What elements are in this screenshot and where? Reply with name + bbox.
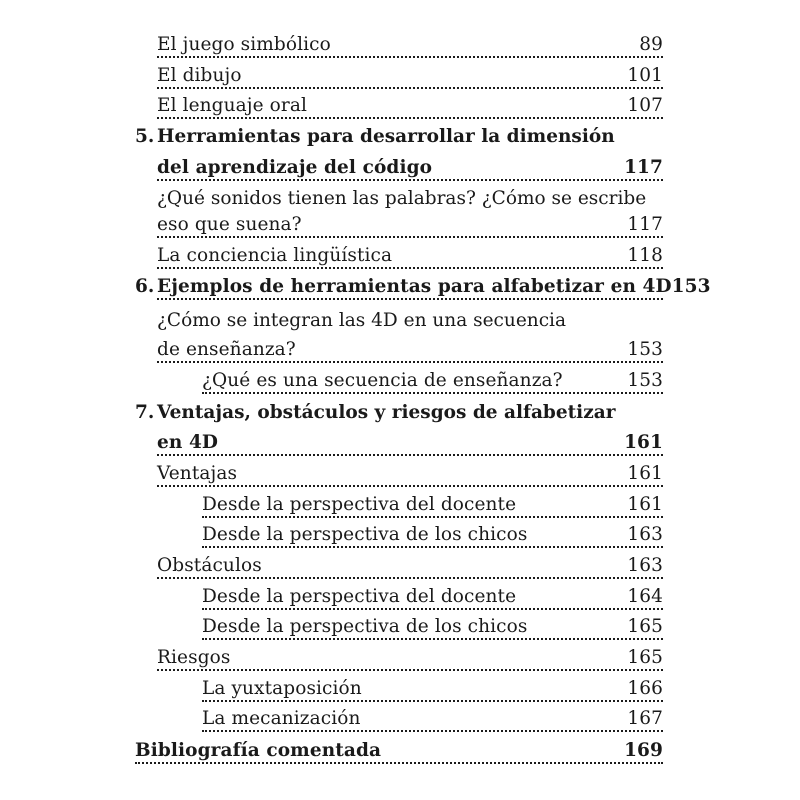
chapter-number: 5. [135,126,155,147]
toc-entry-title: del aprendizaje del código [157,157,433,178]
toc-entry-title: eso que suena? [157,214,302,235]
toc-entry[interactable] [157,214,663,238]
toc-entry-page: 161 [624,432,663,453]
toc-chapter-entry[interactable] [157,157,663,181]
toc-entry-page: 161 [627,463,663,484]
toc-entry-title: en 4D [157,432,219,453]
toc-entry-title: Desde la perspectiva de los chicos [202,616,528,637]
toc-entry-title: La conciencia lingüística [157,245,393,266]
toc-subentry[interactable] [202,494,663,518]
toc-entry-title: de enseñanza? [157,339,296,360]
toc-entry-title: Riesgos [157,647,231,668]
toc-chapter-entry[interactable] [157,432,663,456]
toc-entry-title: El lenguaje oral [157,95,307,116]
toc-entry-title: La mecanización [202,708,361,729]
toc-entry-title: Desde la perspectiva de los chicos [202,524,528,545]
toc-entry-title-line: ¿Qué sonidos tienen las palabras? ¿Cómo se escribe [157,188,647,209]
toc-entry-page: 89 [639,34,663,55]
chapter-title-line: Herramientas para desarrollar la dimensión [157,126,615,147]
toc-entry-title: Desde la perspectiva del docente [202,586,517,607]
toc-entry-page: 164 [627,586,663,607]
toc-entry-title: El juego simbólico [157,34,331,55]
toc-entry[interactable] [157,463,663,487]
toc-entry-page: 165 [627,647,663,668]
toc-subentry[interactable] [202,678,663,702]
toc-entry[interactable] [157,339,663,363]
toc-entry-page: 166 [627,678,663,699]
toc-entry-page: 161 [627,494,663,515]
toc-entry-page: 117 [624,157,663,178]
chapter-number: 7. [135,402,155,423]
toc-subentry[interactable] [202,586,663,610]
toc-entry-page: 117 [627,214,663,235]
toc-entry-page: 163 [627,524,663,545]
toc-subentry[interactable] [202,370,663,394]
toc-subentry[interactable] [202,524,663,548]
toc-entry-page: 118 [627,245,663,266]
toc-entry[interactable] [157,555,663,579]
toc-entry[interactable] [157,34,663,58]
chapter-title-line: Ventajas, obstáculos y riesgos de alfabetizar [157,402,616,423]
toc-entry-page: 101 [627,65,663,86]
toc-entry-title: Obstáculos [157,555,262,576]
toc-chapter-entry[interactable] [135,740,663,764]
toc-entry-page: 169 [624,740,663,761]
toc-entry-title: ¿Qué es una secuencia de enseñanza? [202,370,563,391]
toc-entry[interactable] [157,647,663,671]
toc-entry-page: 153 [627,339,663,360]
toc-entry-page: 153 [627,370,663,391]
toc-entry-page: 153 [671,276,711,297]
toc-subentry[interactable] [202,708,663,732]
toc-entry-title: Desde la perspectiva del docente [202,494,517,515]
toc-entry-page: 107 [627,95,663,116]
toc-entry[interactable] [157,245,663,269]
toc-entry[interactable] [157,65,663,89]
toc-entry-title: Ventajas [157,463,238,484]
toc-entry-page: 163 [627,555,663,576]
toc-entry-title: Bibliografía comentada [135,740,382,761]
toc-entry-page: 167 [627,708,663,729]
toc-entry-page: 165 [627,616,663,637]
toc-entry-title: El dibujo [157,65,242,86]
chapter-number: 6. [135,276,155,297]
toc-entry-title: La yuxtaposición [202,678,362,699]
toc-subentry[interactable] [202,616,663,640]
toc-entry[interactable] [157,95,663,119]
toc-entry-title-line: ¿Cómo se integran las 4D en una secuencia [157,310,566,331]
toc-entry-title: Ejemplos de herramientas para alfabetizar en 4D [157,276,672,297]
toc-chapter-entry[interactable] [157,276,711,300]
